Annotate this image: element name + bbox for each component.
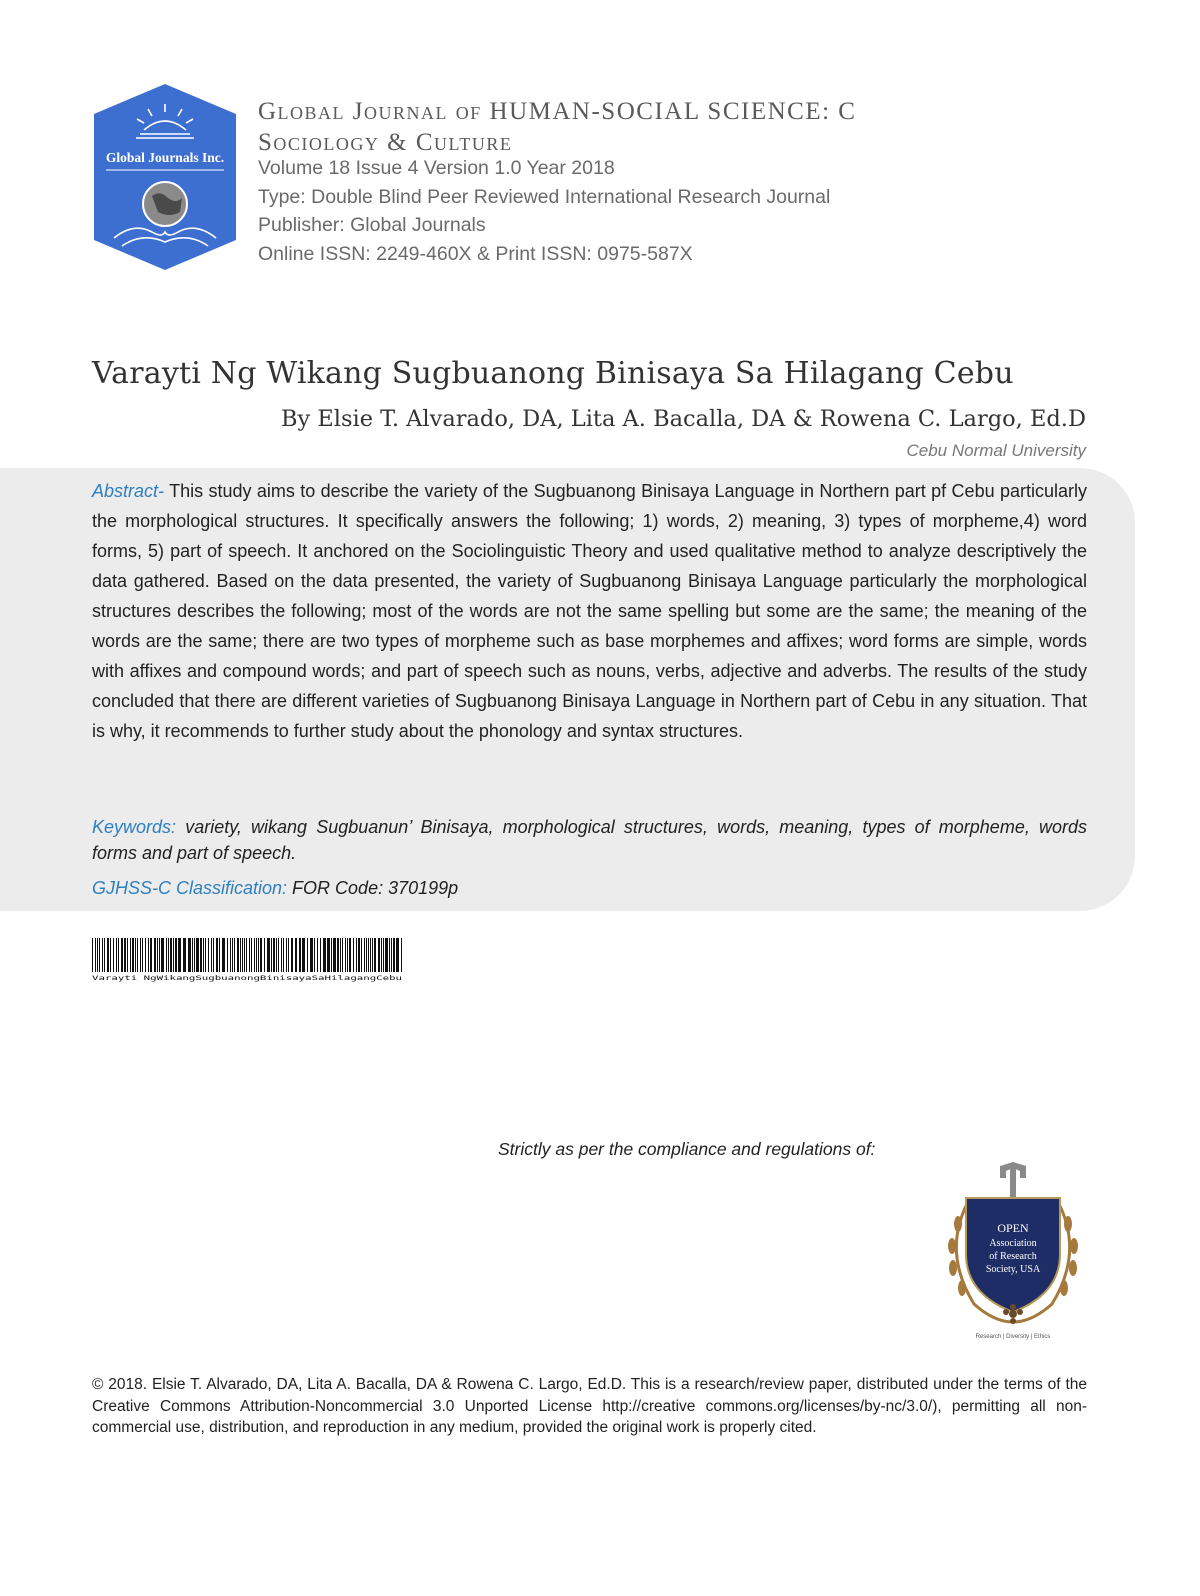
barcode-bar: [333, 938, 336, 972]
barcode-bar: [283, 938, 284, 972]
barcode-caption: Varayti NgWikangSugbuanongBinisayaSaHilagangCebu: [92, 975, 403, 982]
journal-meta: [258, 154, 830, 268]
barcode-bar: [356, 938, 357, 972]
barcode-bar: [337, 938, 339, 972]
barcode-bar: [208, 938, 209, 972]
barcode-bar: [340, 938, 341, 972]
barcode-bar: [381, 938, 382, 972]
paper-title: Varayti Ng Wikang Sugbuanong Binisaya Sa Hilagang Cebu: [92, 356, 1014, 391]
barcode-bar: [166, 938, 167, 972]
barcode-bars: [92, 938, 402, 972]
author-affiliation: Cebu Normal University: [906, 441, 1086, 460]
barcode-bar: [374, 938, 376, 972]
barcode-bar: [219, 938, 220, 972]
barcode-bar: [211, 938, 212, 972]
oars-logo-line2: Association: [989, 1238, 1037, 1249]
barcode-bar: [137, 938, 138, 972]
barcode-bar: [314, 938, 315, 972]
logo-text: Global Journals Inc.: [105, 150, 225, 165]
classification-label: GJHSS-C Classification:: [92, 878, 288, 898]
barcode-bar: [159, 938, 160, 972]
keywords-text: variety, wikang Sugbuanun’ Binisaya, morphological structures, words, meaning, types of morpheme, words forms and part of speech.: [92, 817, 1087, 863]
barcode-bar: [281, 938, 282, 972]
journal-name-line1: Global Journal of HUMAN-SOCIAL SCIENCE: C: [258, 98, 857, 125]
barcode-bar: [320, 938, 321, 972]
barcode-bar: [170, 938, 172, 972]
classification-text: FOR Code: 370199p: [287, 878, 459, 898]
barcode-bar: [173, 938, 174, 972]
volume-info: Volume 18 Issue 4 Version 1.0 Year 2018: [258, 157, 615, 179]
barcode-bar: [361, 938, 362, 972]
barcode-bar: [200, 938, 202, 972]
barcode-bar: [353, 938, 354, 972]
barcode-bar: [271, 938, 272, 972]
barcode-bar: [267, 938, 270, 972]
barcode-bar: [183, 938, 186, 972]
barcode-bar: [232, 938, 233, 972]
barcode-bar: [104, 938, 105, 972]
barcode-bar: [118, 938, 119, 972]
barcode-bar: [175, 938, 177, 972]
barcode-bar: [127, 938, 128, 972]
barcode-bar: [342, 938, 343, 972]
barcode-bar: [302, 938, 305, 972]
barcode-bar: [254, 938, 255, 972]
barcode-bar: [383, 938, 384, 972]
barcode: [92, 938, 404, 982]
barcode-bar: [107, 938, 109, 972]
barcode-bar: [317, 938, 318, 972]
barcode-bar: [389, 938, 390, 972]
barcode-bar: [370, 938, 371, 972]
barcode-bar: [110, 938, 111, 972]
barcode-bar: [401, 938, 402, 972]
barcode-bar: [168, 938, 169, 972]
barcode-bar: [142, 938, 143, 972]
barcode-bar: [205, 938, 206, 972]
global-journals-logo: [92, 82, 238, 272]
barcode-bar: [154, 938, 156, 972]
barcode-bar: [378, 938, 380, 972]
barcode-bar: [256, 938, 257, 972]
barcode-bar: [366, 938, 367, 972]
abstract: [92, 476, 1087, 746]
oars-logo-line1: OPEN: [997, 1221, 1029, 1235]
barcode-bar: [213, 938, 214, 972]
barcode-bar: [132, 938, 134, 972]
barcode-bar: [92, 938, 93, 972]
barcode-bar: [230, 938, 231, 972]
barcode-bar: [242, 938, 243, 972]
barcode-bar: [291, 938, 293, 972]
classification: [92, 878, 458, 899]
barcode-bar: [288, 938, 289, 972]
barcode-bar: [391, 938, 392, 972]
barcode-bar: [135, 938, 136, 972]
barcode-bar: [393, 938, 395, 972]
barcode-bar: [249, 938, 250, 972]
barcode-bar: [99, 938, 100, 972]
barcode-bar: [299, 938, 301, 972]
barcode-bar: [345, 938, 346, 972]
barcode-bar: [113, 938, 114, 972]
barcode-bar: [310, 938, 313, 972]
barcode-bar: [203, 938, 204, 972]
barcode-bar: [116, 938, 117, 972]
barcode-bar: [323, 938, 326, 972]
barcode-bar: [264, 938, 265, 972]
barcode-bar: [327, 938, 330, 972]
barcode-bar: [222, 938, 225, 972]
barcode-bar: [396, 938, 399, 972]
barcode-bar: [188, 938, 191, 972]
oars-motto: Research | Diversity | Ethics: [975, 1334, 1051, 1340]
barcode-bar: [278, 938, 279, 972]
barcode-bar: [295, 938, 297, 972]
barcode-bar: [148, 938, 149, 972]
barcode-bar: [192, 938, 193, 972]
barcode-bar: [276, 938, 277, 972]
barcode-bar: [244, 938, 245, 972]
barcode-bar: [145, 938, 146, 972]
barcode-bar: [216, 938, 218, 972]
barcode-bar: [372, 938, 373, 972]
barcode-bar: [237, 938, 239, 972]
barcode-bar: [121, 938, 123, 972]
barcode-bar: [349, 938, 351, 972]
barcode-bar: [307, 938, 308, 972]
barcode-bar: [150, 938, 152, 972]
oars-logo: [938, 1162, 1088, 1342]
barcode-bar: [227, 938, 228, 972]
barcode-bar: [260, 938, 262, 972]
barcode-bar: [196, 938, 199, 972]
barcode-bar: [178, 938, 181, 972]
barcode-bar: [364, 938, 365, 972]
barcode-bar: [130, 938, 131, 972]
keywords-label: Keywords:: [92, 817, 177, 837]
publisher: Publisher: Global Journals: [258, 214, 486, 236]
barcode-bar: [246, 938, 247, 972]
barcode-bar: [234, 938, 235, 972]
copyright-notice: © 2018. Elsie T. Alvarado, DA, Lita A. Bacalla, DA & Rowena C. Largo, Ed.D. This is a research/review paper, distributed under the terms of the Creative Commons Attribution-Noncommercial 3.0 Unported License http://creative commons.org/licenses/by-nc/3.0/), permitting all non-commercial use, distribution, and reproduction in any medium, provided the original work is properly cited.: [92, 1376, 1087, 1436]
barcode-bar: [161, 938, 164, 972]
barcode-bar: [286, 938, 287, 972]
barcode-bar: [331, 938, 332, 972]
keywords: [92, 814, 1087, 866]
barcode-bar: [140, 938, 141, 972]
barcode-bar: [97, 938, 98, 972]
abstract-text: This study aims to describe the variety of the Sugbuanong Binisaya Language in Northern part pf Cebu particularly the morphological structures. It specifically answers the following; 1) words, 2) meaning, 3) types of morpheme,4) word forms, 5) part of speech. It anchored on the Sociolinguistic Theory and used qualitative method to analyze descriptively the data gathered. Based on the data presented, the variety of Sugbuanong Binisaya Language particularly the morphological structures describes the following; most of the words are not the same spelling but some are the same; the meaning of the words are the same; there are two types of morpheme such as base morphemes and affixes; word forms are simple, words with affixes and compound words; and part of speech such as nouns, verbs, adjective and adverbs. The results of the study concluded that there are different varieties of Sugbuanong Binisaya Language in Northern part of Cebu in any situation. That is why, it recommends to further study about the phonology and syntax structures.: [92, 481, 1087, 741]
barcode-bar: [194, 938, 195, 972]
barcode-bar: [358, 938, 360, 972]
barcode-bar: [347, 938, 348, 972]
compliance-statement: Strictly as per the compliance and regulations of:: [498, 1139, 876, 1159]
barcode-bar: [95, 938, 96, 972]
abstract-label: Abstract-: [92, 481, 165, 501]
barcode-bar: [258, 938, 259, 972]
oars-logo-line4: Society, USA: [985, 1264, 1041, 1275]
barcode-bar: [368, 938, 369, 972]
paper-authors: By Elsie T. Alvarado, DA, Lita A. Bacalla, DA & Rowena C. Largo, Ed.D: [280, 406, 1086, 432]
barcode-bar: [157, 938, 158, 972]
oars-logo-line3: of Research: [989, 1251, 1037, 1262]
journal-name: [258, 96, 856, 158]
issn: Online ISSN: 2249-460X & Print ISSN: 0975-587X: [258, 242, 693, 265]
barcode-bar: [124, 938, 126, 972]
barcode-bar: [385, 938, 388, 972]
barcode-bar: [251, 938, 252, 972]
barcode-bar: [102, 938, 103, 972]
journal-type: Type: Double Blind Peer Reviewed International Research Journal: [258, 185, 831, 208]
journal-name-line2: Sociology & Culture: [258, 129, 513, 156]
barcode-bar: [273, 938, 275, 972]
barcode-bar: [240, 938, 241, 972]
